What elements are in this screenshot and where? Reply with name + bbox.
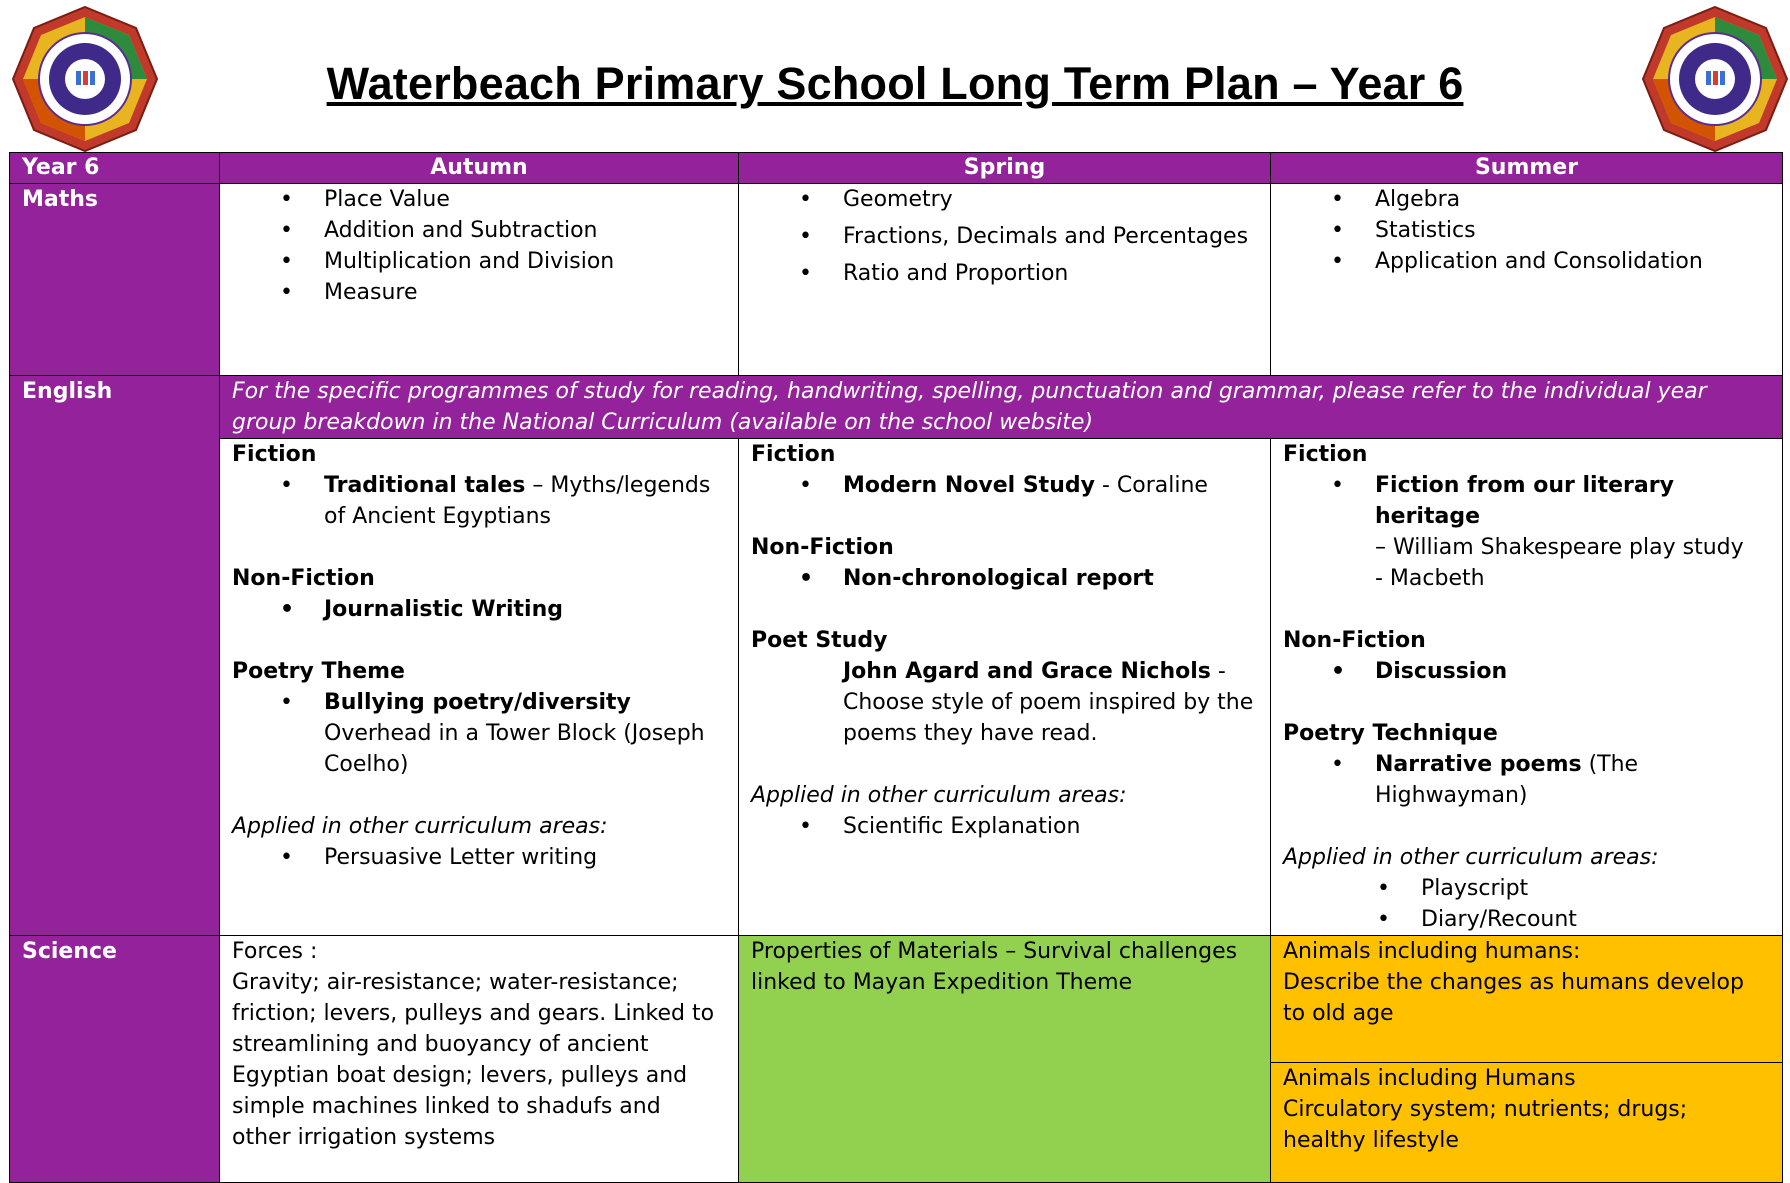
header-year: Year 6 [10, 153, 220, 184]
list-item: • Playscript [1283, 873, 1770, 904]
list-item: • Geometry [751, 184, 1258, 215]
list-item: • Addition and Subtraction [232, 215, 726, 246]
maths-autumn [220, 184, 739, 376]
poet-study-heading: Poet Study [751, 628, 888, 653]
list-item: • Modern Novel Study - Coraline [751, 470, 1258, 501]
list-item: • Traditional tales – Myths/legends of Ancient Egyptians [232, 470, 726, 532]
english-label: English [10, 376, 220, 936]
maths-spring [739, 184, 1271, 376]
list-item: • Journalistic Writing [232, 594, 726, 625]
list-item: • Non-chronological report [751, 563, 1258, 594]
long-term-plan-table [9, 152, 1783, 1183]
applied-heading: Applied in other curriculum areas: [232, 814, 608, 839]
page-title: Waterbeach Primary School Long Term Plan – Year 6 [326, 58, 1464, 109]
header-row [10, 153, 1783, 184]
list-item: • Persuasive Letter writing [232, 842, 726, 873]
poet-study-text: John Agard and Grace Nichols - Choose style of poem inspired by the poems they have read. [843, 659, 1254, 746]
english-content-row [10, 439, 1783, 936]
fiction-heading: Fiction [751, 442, 836, 467]
science-summer-b: Animals including Humans Circulatory system; nutrients; drugs; healthy lifestyle [1271, 1063, 1783, 1183]
nonfiction-heading: Non-Fiction [1283, 628, 1426, 653]
list-item: • Application and Consolidation [1283, 246, 1770, 277]
fiction-heading: Fiction [1283, 442, 1368, 467]
applied-heading: Applied in other curriculum areas: [751, 783, 1127, 808]
maths-row [10, 184, 1783, 376]
header-autumn: Autumn [220, 153, 739, 184]
english-banner: For the specific programmes of study for reading, handwriting, spelling, punctuation and grammar, please refer to the individual year group breakdown in the National Curriculum (available on the school website) [220, 376, 1783, 439]
maths-summer [1271, 184, 1783, 376]
list-item: • Algebra [1283, 184, 1770, 215]
list-item: • Fractions, Decimals and Percentages [751, 221, 1258, 252]
list-item: • Diary/Recount [1283, 904, 1770, 935]
science-row-a [10, 936, 1783, 1063]
list-item: • Scientific Explanation [751, 811, 1258, 842]
fiction-detail: - Macbeth [1375, 566, 1485, 591]
list-item: • Multiplication and Division [232, 246, 726, 277]
english-summer [1271, 439, 1783, 936]
fiction-detail: – William Shakespeare play study [1375, 535, 1744, 560]
maths-label: Maths [10, 184, 220, 376]
applied-heading: Applied in other curriculum areas: [1283, 845, 1659, 870]
header-spring: Spring [739, 153, 1271, 184]
english-autumn [220, 439, 739, 936]
poetry-heading: Poetry Theme [232, 659, 405, 684]
science-autumn: Forces : Gravity; air-resistance; water-resistance; friction; levers, pulleys and gears. Linked to streamlining and buoyancy of ancient Egyptian boat design; levers, pulleys and simple machines linked to shadufs and other irrigation systems [220, 936, 739, 1183]
list-item: • Bullying poetry/diversity Overhead in a Tower Block (Joseph Coelho) [232, 687, 726, 780]
science-spring: Properties of Materials – Survival challenges linked to Mayan Expedition Theme [739, 936, 1271, 1183]
science-label: Science [10, 936, 220, 1183]
list-item: • Ratio and Proportion [751, 258, 1258, 289]
science-summer-a: Animals including humans: Describe the changes as humans develop to old age [1271, 936, 1783, 1063]
list-item: • Narrative poems (The Highwayman) [1283, 749, 1770, 811]
fiction-heading: Fiction [232, 442, 317, 467]
english-spring [739, 439, 1271, 936]
nonfiction-heading: Non-Fiction [751, 535, 894, 560]
list-item: • Place Value [232, 184, 726, 215]
list-item: • Discussion [1283, 656, 1770, 687]
nonfiction-heading: Non-Fiction [232, 566, 375, 591]
list-item: • Statistics [1283, 215, 1770, 246]
poetry-heading: Poetry Technique [1283, 721, 1498, 746]
english-banner-row [10, 376, 1783, 439]
list-item: • Fiction from our literary heritage [1283, 470, 1770, 532]
header-summer: Summer [1271, 153, 1783, 184]
list-item: • Measure [232, 277, 726, 308]
